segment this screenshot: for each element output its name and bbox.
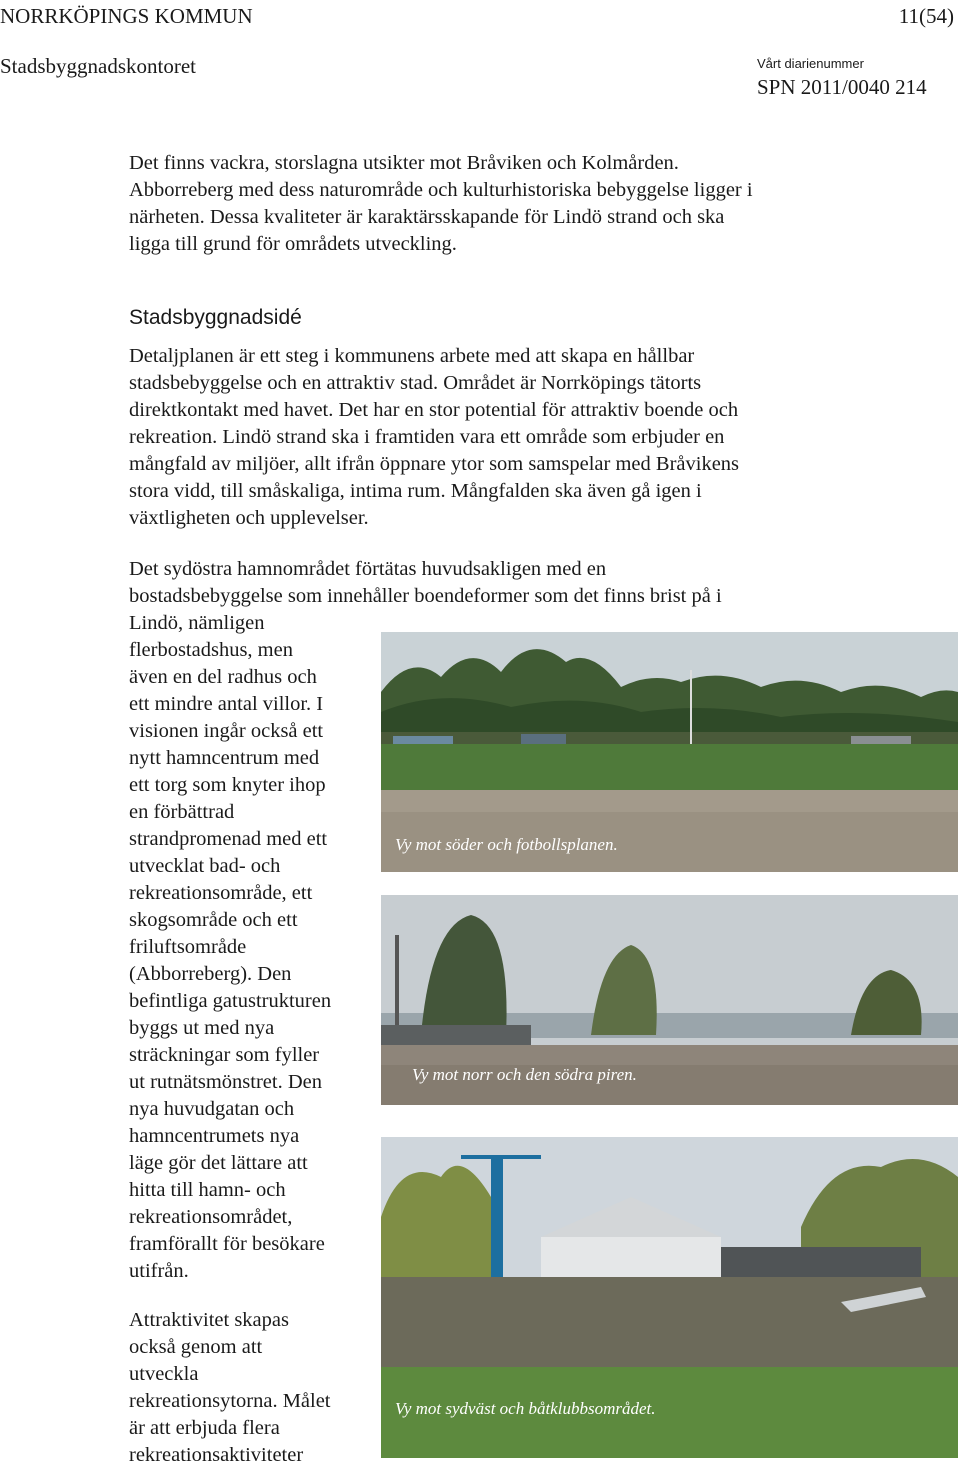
photo-boat-club xyxy=(381,1137,958,1458)
text-line: närheten. Dessa kvaliteter är karaktärsskapande för Lindö strand och ska xyxy=(129,206,725,228)
text-line: växtligheten och upplevelser. xyxy=(129,507,369,529)
text-line: visionen ingår också ett xyxy=(129,720,324,742)
text-line: Detaljplanen är ett steg i kommunens arbete med att skapa en hållbar xyxy=(129,345,695,367)
photo-north-pier xyxy=(381,895,958,1105)
photo-caption: Vy mot sydväst och båtklubbsområdet. xyxy=(395,1399,656,1418)
text-line: friluftsområde xyxy=(129,936,247,958)
harbor-paragraph-column xyxy=(129,610,331,1285)
text-line: stadsbebyggelse och en attraktiv stad. Området är Norrköpings tätorts xyxy=(129,372,702,394)
text-line: rekreationsområde, ett xyxy=(129,882,313,904)
text-line: ett mindre antal villor. I xyxy=(129,693,324,715)
section-heading: Stadsbyggnadsidé xyxy=(129,306,302,329)
text-line: byggs ut med nya xyxy=(129,1017,275,1039)
text-line: flerbostadshus, men xyxy=(129,639,293,661)
text-line: hamncentrumets nya xyxy=(129,1125,300,1147)
text-line: Det finns vackra, storslagna utsikter mot Bråviken och Kolmården. xyxy=(129,152,679,174)
reference-number: SPN 2011/0040 214 xyxy=(757,75,927,99)
text-line: ut rutnätsmönstret. Den xyxy=(129,1071,323,1093)
text-line: rekreationsområdet, xyxy=(129,1206,293,1228)
text-line: Attraktivitet skapas xyxy=(129,1309,289,1331)
text-line: ligga till grund för områdets utveckling. xyxy=(129,233,457,255)
text-line: hitta till hamn- och xyxy=(129,1179,286,1201)
text-line: är att erbjuda flera xyxy=(129,1417,280,1439)
office-name: Stadsbyggnadskontoret xyxy=(0,54,196,78)
text-line: sträckningar som fyller xyxy=(129,1044,320,1066)
text-line: strandpromenad med ett xyxy=(129,828,328,850)
text-line: direktkontakt med havet. Det har en stor potential för attraktiv boende och xyxy=(129,399,739,421)
text-line: även en del radhus och xyxy=(129,666,317,688)
text-line: utveckla xyxy=(129,1363,199,1385)
text-line: nya huvudgatan och xyxy=(129,1098,295,1120)
text-line: Abborreberg med dess naturområde och kulturhistoriska bebyggelse ligger i xyxy=(129,179,753,201)
text-line: rekreationsaktiviteter xyxy=(129,1444,304,1466)
text-line: rekreation. Lindö strand ska i framtiden vara ett område som erbjuder en xyxy=(129,426,725,448)
text-line: utvecklat bad- och xyxy=(129,855,281,877)
text-line: stora vidd, till småskaliga, intima rum. Mångfalden ska även gå igen i xyxy=(129,480,702,502)
page-number: 11(54) xyxy=(898,4,954,28)
text-line: också genom att xyxy=(129,1336,263,1358)
text-line: en förbättrad xyxy=(129,801,235,823)
text-line: Lindö, nämligen xyxy=(129,612,265,634)
attraction-paragraph xyxy=(129,1307,331,1469)
photo-football-field xyxy=(381,632,958,872)
text-line: Det sydöstra hamnområdet förtätas huvudsakligen med en xyxy=(129,558,607,580)
text-line: skogsområde och ett xyxy=(129,909,298,931)
reference-label: Vårt diarienummer xyxy=(757,56,864,71)
section-paragraph xyxy=(129,343,739,532)
photo-caption: Vy mot norr och den södra piren. xyxy=(412,1065,637,1084)
text-line: utifrån. xyxy=(129,1260,189,1282)
harbor-paragraph-intro xyxy=(129,556,722,610)
text-line: (Abborreberg). Den xyxy=(129,963,292,985)
photo-caption: Vy mot söder och fotbollsplanen. xyxy=(395,835,618,854)
text-line: framförallt för besökare xyxy=(129,1233,325,1255)
text-line: bostadsbebyggelse som innehåller boendeformer som det finns brist på i xyxy=(129,585,722,607)
text-line: rekreationsytorna. Målet xyxy=(129,1390,331,1412)
text-line: läge gör det lättare att xyxy=(129,1152,308,1174)
text-line: nytt hamncentrum med xyxy=(129,747,320,769)
text-line: ett torg som knyter ihop xyxy=(129,774,326,796)
text-line: mångfald av miljöer, allt ifrån öppnare ytor som samspelar med Bråvikens xyxy=(129,453,740,475)
intro-paragraph xyxy=(129,150,753,258)
text-line: befintliga gatustrukturen xyxy=(129,990,332,1012)
municipality-name: NORRKÖPINGS KOMMUN xyxy=(0,4,253,28)
